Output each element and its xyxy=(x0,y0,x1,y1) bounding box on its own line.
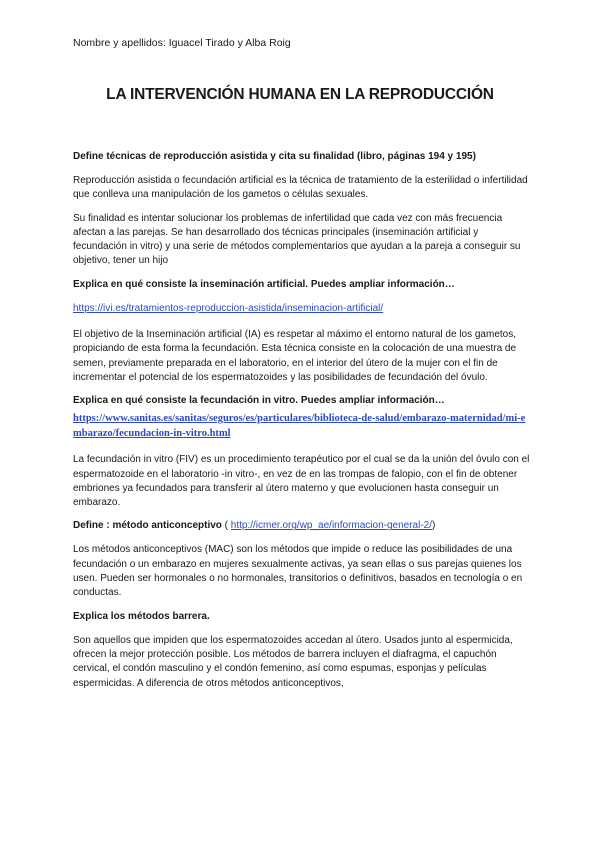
authors-line: Nombre y apellidos: Iguacel Tirado y Alba Roig xyxy=(73,37,291,49)
question-reproduccion-asistida: Define técnicas de reproducción asistida y cita su finalidad (libro, páginas 194 y 195) xyxy=(73,151,476,162)
link-anticonceptivo[interactable]: http://icmer.org/wp_ae/informacion-general-2/ xyxy=(230,520,433,532)
question-anticonceptivo xyxy=(73,519,533,533)
page-title: LA INTERVENCIÓN HUMANA EN LA REPRODUCCIÓN xyxy=(106,86,494,103)
paren-close: ) xyxy=(432,520,436,532)
answer-anticonceptivo: Los métodos anticonceptivos (MAC) son los métodos que impide o reduce las posibilidades de una fecundación o un embarazo en mujeres sexualmente activas, ya sean ellas o sus parejas quienes los usen. Pueden ser hormonales o no hormonales, transitorios o definitivos, basados en tecnología o en conductas. xyxy=(73,544,523,599)
answer-metodos-barrera: Son aquellos que impiden que los espermatozoides accedan al útero. Usados junto al espermicida, ofrecen la mejor protección posible. Los métodos de barrera incluyen el diafragma, el capuchón cervical, el condón masculino y el condón femenino, así como espumas, esponjas y películas espermicidas. A diferencia de otros métodos anticonceptivos, xyxy=(73,634,513,689)
question-metodos-barrera: Explica los métodos barrera. xyxy=(73,610,210,622)
answer-finalidad: Su finalidad es intentar solucionar los problemas de infertilidad que cada vez con más frecuencia afectan a las parejas. Se han desarrollado dos técnicas principales (inseminación artificial y fecundación in vitro) y una serie de métodos complementarios que ayudan a la pareja a conseguir su objetivo, tener un hijo xyxy=(73,212,521,267)
question-anticonceptivo-label: Define : método anticonceptivo xyxy=(73,520,222,532)
paren-open: ( xyxy=(221,520,231,532)
answer-fecundacion-in-vitro: La fecundación in vitro (FIV) es un procedimiento terapéutico por el cual se da la unión del óvulo con el espermatozoide en el laboratorio -in vitro-, en vez de en las trompas de falopio, con el fin de obtener embriones ya fecundados para transferir al útero materno y que evolucionen hasta conseguir un embarazo. xyxy=(73,454,530,509)
answer-inseminacion: El objetivo de la Inseminación artificial (IA) es respetar al máximo el entorno natural de los gametos, propiciando de esta forma la fecundación. Esta técnica consiste en la colocación de una muestra de semen, previamente preparada en el laboratorio, en el interior del útero de la mujer con el fin de incrementar el potencial de los espermatozoides y las posibilidades de fecundación del óvulo. xyxy=(73,329,517,383)
link-inseminacion[interactable]: https://ivi.es/tratamientos-reproduccion-asistida/inseminacion-artificial/ xyxy=(73,302,384,314)
question-inseminacion: Explica en qué consiste la inseminación artificial. Puedes ampliar información… xyxy=(73,278,455,290)
answer-definicion: Reproducción asistida o fecundación artificial es la técnica de tratamiento de la esterilidad o infertilidad que conlleva una manipulación de los gametos o células sexuales. xyxy=(73,175,528,201)
link-fecundacion-in-vitro[interactable]: https://www.sanitas.es/sanitas/seguros/es/particulares/biblioteca-de-salud/embarazo-maternidad/mi-embarazo/fecundacion-in-vitro.html xyxy=(73,413,526,439)
question-fecundacion-in-vitro: Explica en qué consiste la fecundación in vitro. Puedes ampliar información… xyxy=(73,395,445,407)
document-body xyxy=(73,150,533,700)
